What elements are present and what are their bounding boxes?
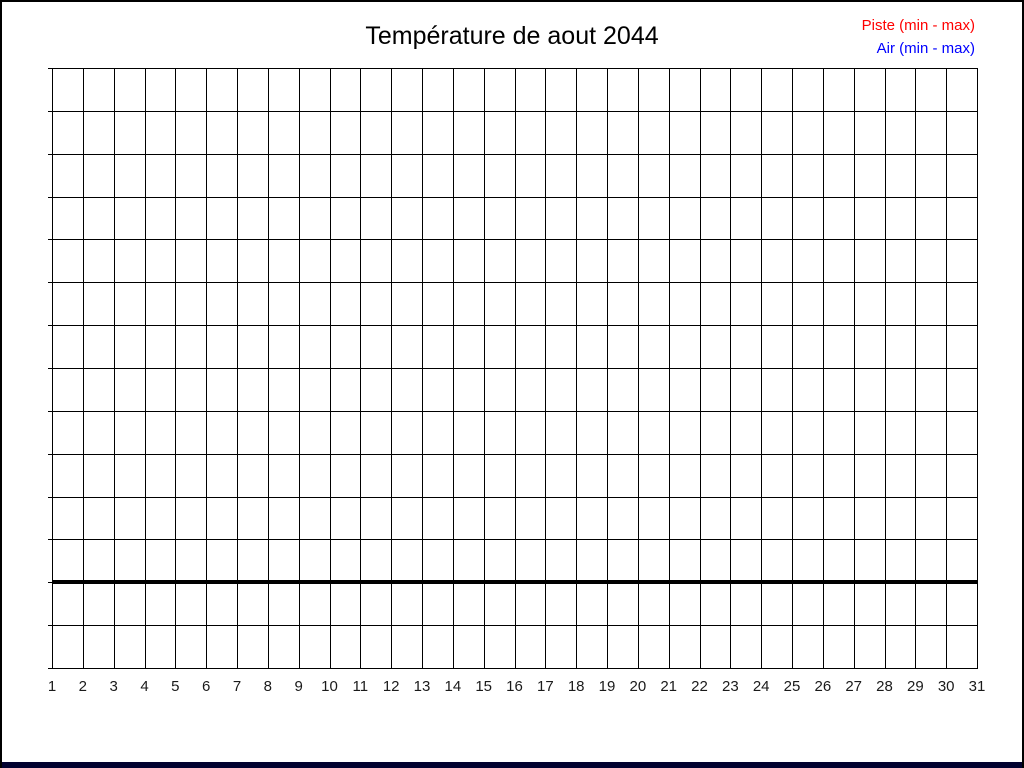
- x-tick-label: 11: [352, 678, 369, 695]
- x-tick-label: 15: [475, 678, 492, 695]
- y-axis-tick: [48, 454, 52, 455]
- legend-item-air: Air (min - max): [876, 40, 975, 57]
- y-axis-tick: [48, 325, 52, 326]
- y-axis-tick: [48, 668, 52, 669]
- x-tick-label: 30: [937, 678, 955, 695]
- x-tick-label: 13: [413, 678, 431, 695]
- y-axis-tick: [48, 625, 52, 626]
- x-tick-label: 25: [783, 678, 801, 695]
- legend-item-piste: Piste (min - max): [861, 17, 975, 34]
- gridline-horizontal: [52, 239, 978, 240]
- gridline-horizontal: [52, 539, 978, 540]
- bottom-bar: [2, 762, 1022, 768]
- x-tick-label: 7: [232, 678, 242, 695]
- gridline-horizontal: [52, 368, 978, 369]
- zero-degree-line: [52, 580, 978, 584]
- y-axis-tick: [48, 282, 52, 283]
- x-tick-label: 21: [660, 678, 677, 695]
- y-axis-tick: [48, 68, 52, 69]
- gridline-horizontal: [52, 668, 978, 669]
- x-tick-label: 17: [536, 678, 554, 695]
- gridline-horizontal: [52, 454, 978, 455]
- y-axis-tick: [48, 111, 52, 112]
- gridline-horizontal: [52, 411, 978, 412]
- gridline-horizontal: [52, 625, 978, 626]
- chart-title: Température de aout 2044: [365, 22, 659, 50]
- x-tick-label: 18: [567, 678, 585, 695]
- x-tick-label: 22: [691, 678, 708, 695]
- x-tick-label: 27: [845, 678, 862, 695]
- y-axis-tick: [48, 239, 52, 240]
- x-tick-label: 5: [171, 678, 180, 695]
- x-tick-label: 16: [506, 678, 523, 695]
- x-tick-label: 4: [140, 678, 149, 695]
- x-tick-label: 26: [814, 678, 832, 695]
- x-tick-label: 3: [109, 678, 118, 695]
- x-tick-label: 24: [752, 678, 770, 695]
- x-tick-label: 2: [78, 678, 87, 695]
- y-axis-tick: [48, 497, 52, 498]
- x-tick-label: 19: [598, 678, 616, 695]
- x-tick-label: 31: [968, 678, 986, 695]
- x-tick-label: 28: [876, 678, 893, 695]
- legend: [862, 14, 975, 60]
- y-axis-tick: [48, 197, 52, 198]
- x-tick-label: 20: [629, 678, 647, 695]
- gridline-horizontal: [52, 111, 978, 112]
- y-axis-tick: [48, 154, 52, 155]
- gridline-horizontal: [52, 497, 978, 498]
- gridline-horizontal: [52, 68, 978, 69]
- x-tick-label: 8: [263, 678, 272, 695]
- y-axis-tick: [48, 539, 52, 540]
- x-tick-label: 29: [906, 678, 924, 695]
- y-axis-tick: [48, 368, 52, 369]
- x-tick-label: 23: [721, 678, 739, 695]
- x-tick-label: 10: [321, 678, 338, 695]
- gridline-horizontal: [52, 325, 978, 326]
- x-tick-label: 6: [201, 678, 211, 695]
- x-tick-label: 1: [47, 678, 57, 695]
- gridline-horizontal: [52, 197, 978, 198]
- y-axis-tick: [48, 411, 52, 412]
- x-tick-label: 14: [444, 678, 462, 695]
- gridline-horizontal: [52, 154, 978, 155]
- gridline-horizontal: [52, 282, 978, 283]
- x-tick-label: 9: [294, 678, 303, 695]
- x-tick-label: 12: [382, 678, 400, 695]
